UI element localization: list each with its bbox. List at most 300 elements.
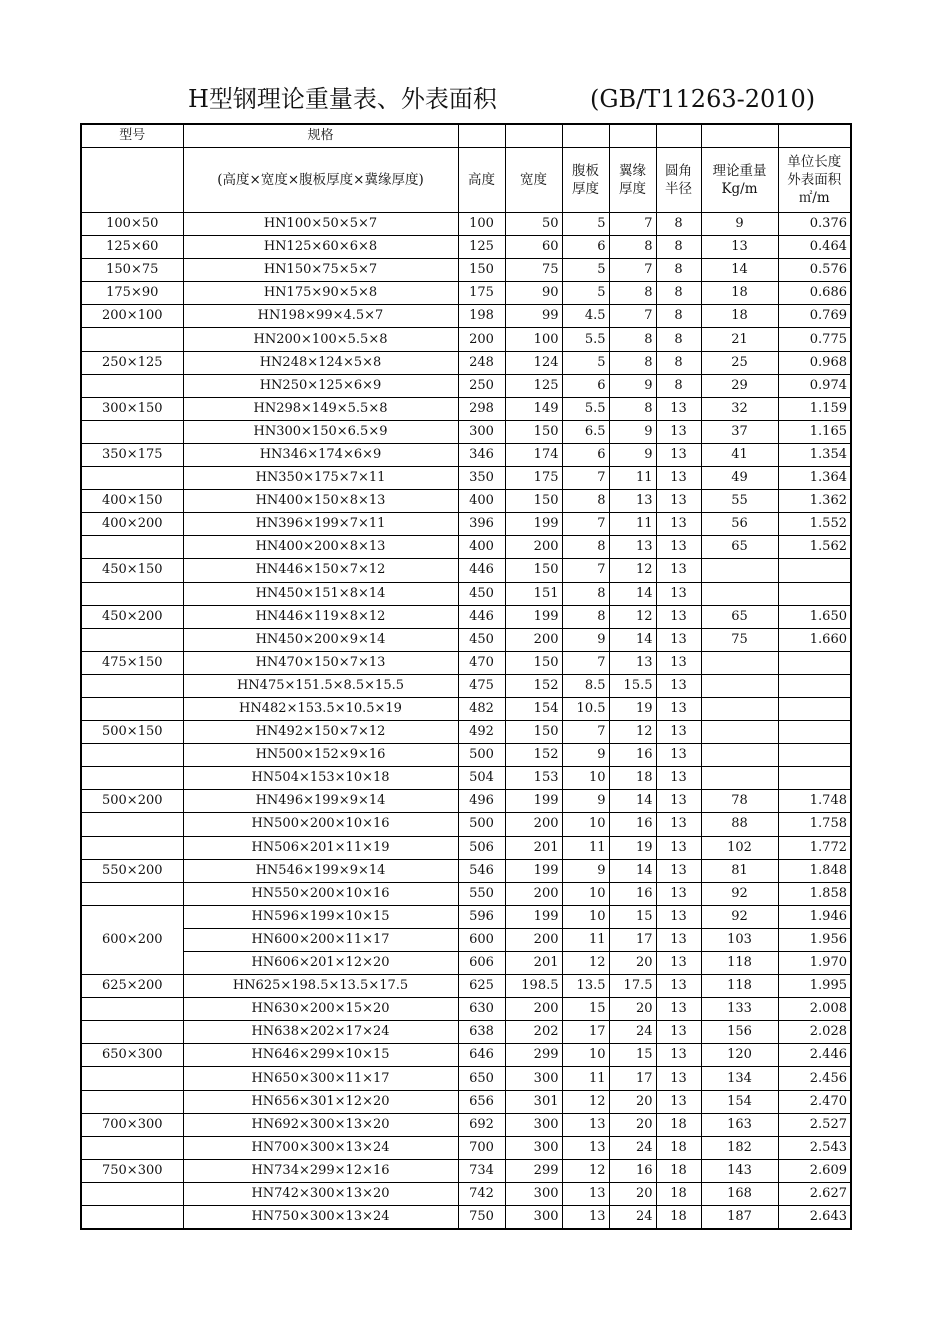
title-main: H型钢理论重量表、外表面积 bbox=[188, 85, 497, 113]
cell-width: 200 bbox=[505, 928, 562, 951]
cell-radius: 13 bbox=[656, 559, 701, 582]
cell-area bbox=[778, 721, 851, 744]
cell-model: 125×60 bbox=[81, 236, 183, 259]
header-spec-desc: (高度×宽度×腹板厚度×冀缘厚度) bbox=[183, 148, 458, 213]
cell-web: 6 bbox=[562, 443, 609, 466]
cell-flange: 11 bbox=[609, 513, 656, 536]
cell-weight: 55 bbox=[701, 490, 778, 513]
cell-spec: HN742×300×13×20 bbox=[183, 1182, 458, 1205]
cell-flange: 20 bbox=[609, 1182, 656, 1205]
cell-flange: 12 bbox=[609, 721, 656, 744]
cell-web: 5 bbox=[562, 213, 609, 236]
cell-radius: 13 bbox=[656, 467, 701, 490]
cell-area: 1.165 bbox=[778, 420, 851, 443]
cell-spec: HN625×198.5×13.5×17.5 bbox=[183, 975, 458, 998]
cell-spec: HN734×299×12×16 bbox=[183, 1159, 458, 1182]
cell-model: 175×90 bbox=[81, 282, 183, 305]
header-spec: 规格 bbox=[183, 124, 458, 148]
cell-model bbox=[81, 628, 183, 651]
table-row bbox=[81, 490, 851, 513]
cell-width: 75 bbox=[505, 259, 562, 282]
cell-flange: 8 bbox=[609, 397, 656, 420]
cell-weight: 18 bbox=[701, 282, 778, 305]
cell-spec: HN506×201×11×19 bbox=[183, 836, 458, 859]
cell-flange: 15 bbox=[609, 1044, 656, 1067]
cell-height: 500 bbox=[458, 813, 505, 836]
cell-spec: HN400×200×8×13 bbox=[183, 536, 458, 559]
cell-spec: HN298×149×5.5×8 bbox=[183, 397, 458, 420]
table-row bbox=[81, 467, 851, 490]
cell-area: 2.643 bbox=[778, 1206, 851, 1230]
cell-spec: HN496×199×9×14 bbox=[183, 790, 458, 813]
cell-web: 9 bbox=[562, 744, 609, 767]
cell-spec: HN500×200×10×16 bbox=[183, 813, 458, 836]
cell-width: 200 bbox=[505, 998, 562, 1021]
table-row bbox=[81, 559, 851, 582]
table-row bbox=[81, 1136, 851, 1159]
cell-model bbox=[81, 697, 183, 720]
table-row bbox=[81, 882, 851, 905]
cell-spec: HN200×100×5.5×8 bbox=[183, 328, 458, 351]
table-row bbox=[81, 1044, 851, 1067]
cell-area: 1.758 bbox=[778, 813, 851, 836]
table-row bbox=[81, 1021, 851, 1044]
cell-height: 500 bbox=[458, 744, 505, 767]
cell-flange: 17 bbox=[609, 1067, 656, 1090]
cell-area: 0.686 bbox=[778, 282, 851, 305]
cell-area: 1.970 bbox=[778, 952, 851, 975]
cell-width: 60 bbox=[505, 236, 562, 259]
cell-radius: 8 bbox=[656, 282, 701, 305]
cell-height: 546 bbox=[458, 859, 505, 882]
cell-flange: 17 bbox=[609, 928, 656, 951]
cell-flange: 7 bbox=[609, 305, 656, 328]
cell-area: 1.552 bbox=[778, 513, 851, 536]
cell-width: 300 bbox=[505, 1182, 562, 1205]
cell-weight: 56 bbox=[701, 513, 778, 536]
cell-height: 742 bbox=[458, 1182, 505, 1205]
cell-spec: HN504×153×10×18 bbox=[183, 767, 458, 790]
cell-flange: 14 bbox=[609, 790, 656, 813]
cell-radius: 13 bbox=[656, 975, 701, 998]
cell-weight: 32 bbox=[701, 397, 778, 420]
cell-height: 630 bbox=[458, 998, 505, 1021]
header-empty-cell bbox=[81, 148, 183, 213]
cell-weight: 133 bbox=[701, 998, 778, 1021]
cell-weight: 143 bbox=[701, 1159, 778, 1182]
cell-radius: 13 bbox=[656, 790, 701, 813]
cell-web: 7 bbox=[562, 467, 609, 490]
cell-height: 450 bbox=[458, 628, 505, 651]
table-row bbox=[81, 351, 851, 374]
cell-spec: HN470×150×7×13 bbox=[183, 651, 458, 674]
cell-width: 153 bbox=[505, 767, 562, 790]
table-row bbox=[81, 236, 851, 259]
cell-area: 2.470 bbox=[778, 1090, 851, 1113]
cell-height: 482 bbox=[458, 697, 505, 720]
cell-height: 200 bbox=[458, 328, 505, 351]
cell-web: 6 bbox=[562, 236, 609, 259]
cell-width: 299 bbox=[505, 1044, 562, 1067]
cell-web: 10 bbox=[562, 767, 609, 790]
header-empty-cell bbox=[656, 124, 701, 148]
cell-spec: HN450×200×9×14 bbox=[183, 628, 458, 651]
cell-weight bbox=[701, 674, 778, 697]
cell-web: 17 bbox=[562, 1021, 609, 1044]
cell-spec: HN475×151.5×8.5×15.5 bbox=[183, 674, 458, 697]
cell-model bbox=[81, 1182, 183, 1205]
cell-radius: 13 bbox=[656, 813, 701, 836]
cell-radius: 8 bbox=[656, 236, 701, 259]
header-row-top bbox=[81, 124, 851, 148]
cell-weight bbox=[701, 697, 778, 720]
cell-spec: HN482×153.5×10.5×19 bbox=[183, 697, 458, 720]
table-row bbox=[81, 305, 851, 328]
cell-flange: 13 bbox=[609, 651, 656, 674]
cell-flange: 18 bbox=[609, 767, 656, 790]
cell-weight: 49 bbox=[701, 467, 778, 490]
cell-model: 475×150 bbox=[81, 651, 183, 674]
cell-area bbox=[778, 651, 851, 674]
cell-area bbox=[778, 674, 851, 697]
cell-radius: 13 bbox=[656, 721, 701, 744]
cell-width: 300 bbox=[505, 1206, 562, 1230]
cell-model: 550×200 bbox=[81, 859, 183, 882]
cell-weight: 154 bbox=[701, 1090, 778, 1113]
cell-flange: 16 bbox=[609, 744, 656, 767]
cell-spec: HN125×60×6×8 bbox=[183, 236, 458, 259]
cell-model bbox=[81, 1067, 183, 1090]
cell-flange: 15 bbox=[609, 905, 656, 928]
cell-weight: 81 bbox=[701, 859, 778, 882]
cell-width: 199 bbox=[505, 513, 562, 536]
table-row bbox=[81, 443, 851, 466]
cell-web: 9 bbox=[562, 628, 609, 651]
cell-height: 100 bbox=[458, 213, 505, 236]
table-row bbox=[81, 1206, 851, 1230]
cell-area: 2.527 bbox=[778, 1113, 851, 1136]
cell-weight bbox=[701, 767, 778, 790]
cell-width: 154 bbox=[505, 697, 562, 720]
cell-area: 2.627 bbox=[778, 1182, 851, 1205]
cell-flange: 19 bbox=[609, 697, 656, 720]
cell-web: 11 bbox=[562, 1067, 609, 1090]
cell-flange: 12 bbox=[609, 559, 656, 582]
title-standard: (GB/T11263-2010) bbox=[590, 85, 816, 113]
cell-flange: 16 bbox=[609, 1159, 656, 1182]
cell-flange: 16 bbox=[609, 813, 656, 836]
cell-area: 0.775 bbox=[778, 328, 851, 351]
cell-radius: 8 bbox=[656, 305, 701, 328]
table-row bbox=[81, 513, 851, 536]
cell-area: 1.748 bbox=[778, 790, 851, 813]
cell-radius: 13 bbox=[656, 905, 701, 928]
cell-width: 152 bbox=[505, 744, 562, 767]
header-height: 高度 bbox=[458, 148, 505, 213]
cell-flange: 24 bbox=[609, 1206, 656, 1230]
cell-spec: HN250×125×6×9 bbox=[183, 374, 458, 397]
table-row bbox=[81, 790, 851, 813]
cell-flange: 9 bbox=[609, 374, 656, 397]
cell-weight: 65 bbox=[701, 605, 778, 628]
cell-web: 10 bbox=[562, 1044, 609, 1067]
cell-model: 700×300 bbox=[81, 1113, 183, 1136]
cell-height: 606 bbox=[458, 952, 505, 975]
table-row bbox=[81, 1113, 851, 1136]
cell-radius: 13 bbox=[656, 582, 701, 605]
cell-height: 400 bbox=[458, 536, 505, 559]
cell-width: 152 bbox=[505, 674, 562, 697]
cell-web: 5 bbox=[562, 282, 609, 305]
cell-area: 1.159 bbox=[778, 397, 851, 420]
cell-spec: HN446×119×8×12 bbox=[183, 605, 458, 628]
table-row bbox=[81, 859, 851, 882]
cell-radius: 13 bbox=[656, 651, 701, 674]
cell-model bbox=[81, 813, 183, 836]
cell-height: 350 bbox=[458, 467, 505, 490]
cell-height: 506 bbox=[458, 836, 505, 859]
cell-model: 750×300 bbox=[81, 1159, 183, 1182]
cell-web: 5.5 bbox=[562, 397, 609, 420]
cell-width: 199 bbox=[505, 859, 562, 882]
cell-width: 150 bbox=[505, 490, 562, 513]
cell-flange: 20 bbox=[609, 998, 656, 1021]
cell-height: 700 bbox=[458, 1136, 505, 1159]
cell-radius: 13 bbox=[656, 513, 701, 536]
header-width: 宽度 bbox=[505, 148, 562, 213]
cell-spec: HN638×202×17×24 bbox=[183, 1021, 458, 1044]
cell-height: 396 bbox=[458, 513, 505, 536]
cell-height: 734 bbox=[458, 1159, 505, 1182]
table-row bbox=[81, 952, 851, 975]
cell-web: 10.5 bbox=[562, 697, 609, 720]
cell-spec: HN346×174×6×9 bbox=[183, 443, 458, 466]
header-empty-cell bbox=[505, 124, 562, 148]
cell-web: 12 bbox=[562, 952, 609, 975]
cell-weight: 163 bbox=[701, 1113, 778, 1136]
cell-flange: 13 bbox=[609, 536, 656, 559]
table-row bbox=[81, 1090, 851, 1113]
cell-radius: 13 bbox=[656, 628, 701, 651]
cell-height: 470 bbox=[458, 651, 505, 674]
cell-width: 150 bbox=[505, 420, 562, 443]
cell-model bbox=[81, 536, 183, 559]
cell-weight: 118 bbox=[701, 952, 778, 975]
cell-weight: 14 bbox=[701, 259, 778, 282]
cell-height: 300 bbox=[458, 420, 505, 443]
table-row bbox=[81, 813, 851, 836]
cell-height: 638 bbox=[458, 1021, 505, 1044]
cell-radius: 13 bbox=[656, 1021, 701, 1044]
cell-flange: 7 bbox=[609, 259, 656, 282]
cell-spec: HN630×200×15×20 bbox=[183, 998, 458, 1021]
cell-model: 400×200 bbox=[81, 513, 183, 536]
cell-area: 2.543 bbox=[778, 1136, 851, 1159]
cell-height: 646 bbox=[458, 1044, 505, 1067]
cell-area bbox=[778, 767, 851, 790]
cell-web: 13.5 bbox=[562, 975, 609, 998]
cell-radius: 13 bbox=[656, 490, 701, 513]
cell-model: 650×300 bbox=[81, 1044, 183, 1067]
cell-height: 250 bbox=[458, 374, 505, 397]
cell-model bbox=[81, 998, 183, 1021]
cell-web: 6 bbox=[562, 374, 609, 397]
cell-weight: 92 bbox=[701, 882, 778, 905]
table-row bbox=[81, 1182, 851, 1205]
cell-width: 299 bbox=[505, 1159, 562, 1182]
cell-radius: 8 bbox=[656, 213, 701, 236]
cell-width: 124 bbox=[505, 351, 562, 374]
cell-height: 175 bbox=[458, 282, 505, 305]
table-row bbox=[81, 628, 851, 651]
table-row bbox=[81, 1067, 851, 1090]
cell-model bbox=[81, 328, 183, 351]
cell-web: 9 bbox=[562, 790, 609, 813]
cell-radius: 13 bbox=[656, 882, 701, 905]
cell-flange: 7 bbox=[609, 213, 656, 236]
cell-web: 10 bbox=[562, 882, 609, 905]
cell-spec: HN350×175×7×11 bbox=[183, 467, 458, 490]
table-row bbox=[81, 420, 851, 443]
cell-spec: HN175×90×5×8 bbox=[183, 282, 458, 305]
cell-height: 150 bbox=[458, 259, 505, 282]
cell-area: 1.772 bbox=[778, 836, 851, 859]
table-row bbox=[81, 905, 851, 928]
cell-model bbox=[81, 744, 183, 767]
cell-spec: HN646×299×10×15 bbox=[183, 1044, 458, 1067]
header-empty-cell bbox=[609, 124, 656, 148]
header-empty-cell bbox=[701, 124, 778, 148]
cell-area bbox=[778, 744, 851, 767]
cell-weight: 9 bbox=[701, 213, 778, 236]
cell-area: 2.446 bbox=[778, 1044, 851, 1067]
table-row bbox=[81, 674, 851, 697]
cell-flange: 8 bbox=[609, 236, 656, 259]
cell-weight: 168 bbox=[701, 1182, 778, 1205]
cell-width: 199 bbox=[505, 905, 562, 928]
cell-model: 625×200 bbox=[81, 975, 183, 998]
cell-model bbox=[81, 674, 183, 697]
cell-flange: 9 bbox=[609, 420, 656, 443]
cell-spec: HN750×300×13×24 bbox=[183, 1206, 458, 1230]
cell-radius: 13 bbox=[656, 744, 701, 767]
cell-radius: 13 bbox=[656, 836, 701, 859]
cell-spec: HN596×199×10×15 bbox=[183, 905, 458, 928]
cell-radius: 18 bbox=[656, 1113, 701, 1136]
cell-model: 250×125 bbox=[81, 351, 183, 374]
cell-area: 0.769 bbox=[778, 305, 851, 328]
cell-flange: 19 bbox=[609, 836, 656, 859]
cell-area: 1.956 bbox=[778, 928, 851, 951]
cell-radius: 13 bbox=[656, 928, 701, 951]
cell-area: 1.364 bbox=[778, 467, 851, 490]
cell-web: 6.5 bbox=[562, 420, 609, 443]
cell-web: 8.5 bbox=[562, 674, 609, 697]
cell-flange: 20 bbox=[609, 1090, 656, 1113]
cell-height: 492 bbox=[458, 721, 505, 744]
cell-spec: HN400×150×8×13 bbox=[183, 490, 458, 513]
table-row bbox=[81, 1159, 851, 1182]
cell-height: 298 bbox=[458, 397, 505, 420]
cell-weight: 102 bbox=[701, 836, 778, 859]
cell-radius: 13 bbox=[656, 767, 701, 790]
cell-height: 625 bbox=[458, 975, 505, 998]
header-empty-cell bbox=[778, 124, 851, 148]
cell-height: 504 bbox=[458, 767, 505, 790]
cell-flange: 8 bbox=[609, 351, 656, 374]
cell-web: 9 bbox=[562, 859, 609, 882]
cell-weight: 120 bbox=[701, 1044, 778, 1067]
cell-height: 475 bbox=[458, 674, 505, 697]
cell-flange: 14 bbox=[609, 859, 656, 882]
cell-weight: 134 bbox=[701, 1067, 778, 1090]
cell-radius: 8 bbox=[656, 351, 701, 374]
table-row bbox=[81, 259, 851, 282]
cell-spec: HN446×150×7×12 bbox=[183, 559, 458, 582]
table-row bbox=[81, 998, 851, 1021]
cell-width: 125 bbox=[505, 374, 562, 397]
cell-weight: 118 bbox=[701, 975, 778, 998]
cell-height: 692 bbox=[458, 1113, 505, 1136]
cell-width: 300 bbox=[505, 1113, 562, 1136]
cell-web: 13 bbox=[562, 1136, 609, 1159]
cell-spec: HN500×152×9×16 bbox=[183, 744, 458, 767]
cell-height: 125 bbox=[458, 236, 505, 259]
header-model: 型号 bbox=[81, 124, 183, 148]
cell-web: 8 bbox=[562, 582, 609, 605]
cell-area: 1.354 bbox=[778, 443, 851, 466]
cell-spec: HN550×200×10×16 bbox=[183, 882, 458, 905]
cell-width: 199 bbox=[505, 605, 562, 628]
cell-weight: 41 bbox=[701, 443, 778, 466]
table-row bbox=[81, 975, 851, 998]
cell-weight: 13 bbox=[701, 236, 778, 259]
cell-spec: HN692×300×13×20 bbox=[183, 1113, 458, 1136]
cell-radius: 18 bbox=[656, 1182, 701, 1205]
cell-web: 7 bbox=[562, 559, 609, 582]
cell-model: 100×50 bbox=[81, 213, 183, 236]
table-row bbox=[81, 605, 851, 628]
cell-width: 150 bbox=[505, 721, 562, 744]
cell-width: 90 bbox=[505, 282, 562, 305]
cell-width: 199 bbox=[505, 790, 562, 813]
table-row bbox=[81, 651, 851, 674]
cell-flange: 16 bbox=[609, 882, 656, 905]
cell-flange: 20 bbox=[609, 952, 656, 975]
header-row-sub bbox=[81, 148, 851, 213]
cell-model bbox=[81, 1090, 183, 1113]
cell-area: 2.456 bbox=[778, 1067, 851, 1090]
cell-height: 446 bbox=[458, 559, 505, 582]
cell-web: 5 bbox=[562, 351, 609, 374]
cell-width: 198.5 bbox=[505, 975, 562, 998]
cell-radius: 13 bbox=[656, 1090, 701, 1113]
cell-flange: 24 bbox=[609, 1136, 656, 1159]
cell-width: 200 bbox=[505, 628, 562, 651]
cell-model bbox=[81, 882, 183, 905]
cell-weight: 25 bbox=[701, 351, 778, 374]
cell-web: 13 bbox=[562, 1113, 609, 1136]
steel-weight-table bbox=[80, 123, 852, 1230]
cell-height: 600 bbox=[458, 928, 505, 951]
cell-web: 12 bbox=[562, 1159, 609, 1182]
header-flange-thickness: 翼缘厚度 bbox=[609, 148, 656, 213]
cell-spec: HN546×199×9×14 bbox=[183, 859, 458, 882]
table-row bbox=[81, 697, 851, 720]
cell-flange: 14 bbox=[609, 582, 656, 605]
cell-height: 496 bbox=[458, 790, 505, 813]
table-row bbox=[81, 374, 851, 397]
